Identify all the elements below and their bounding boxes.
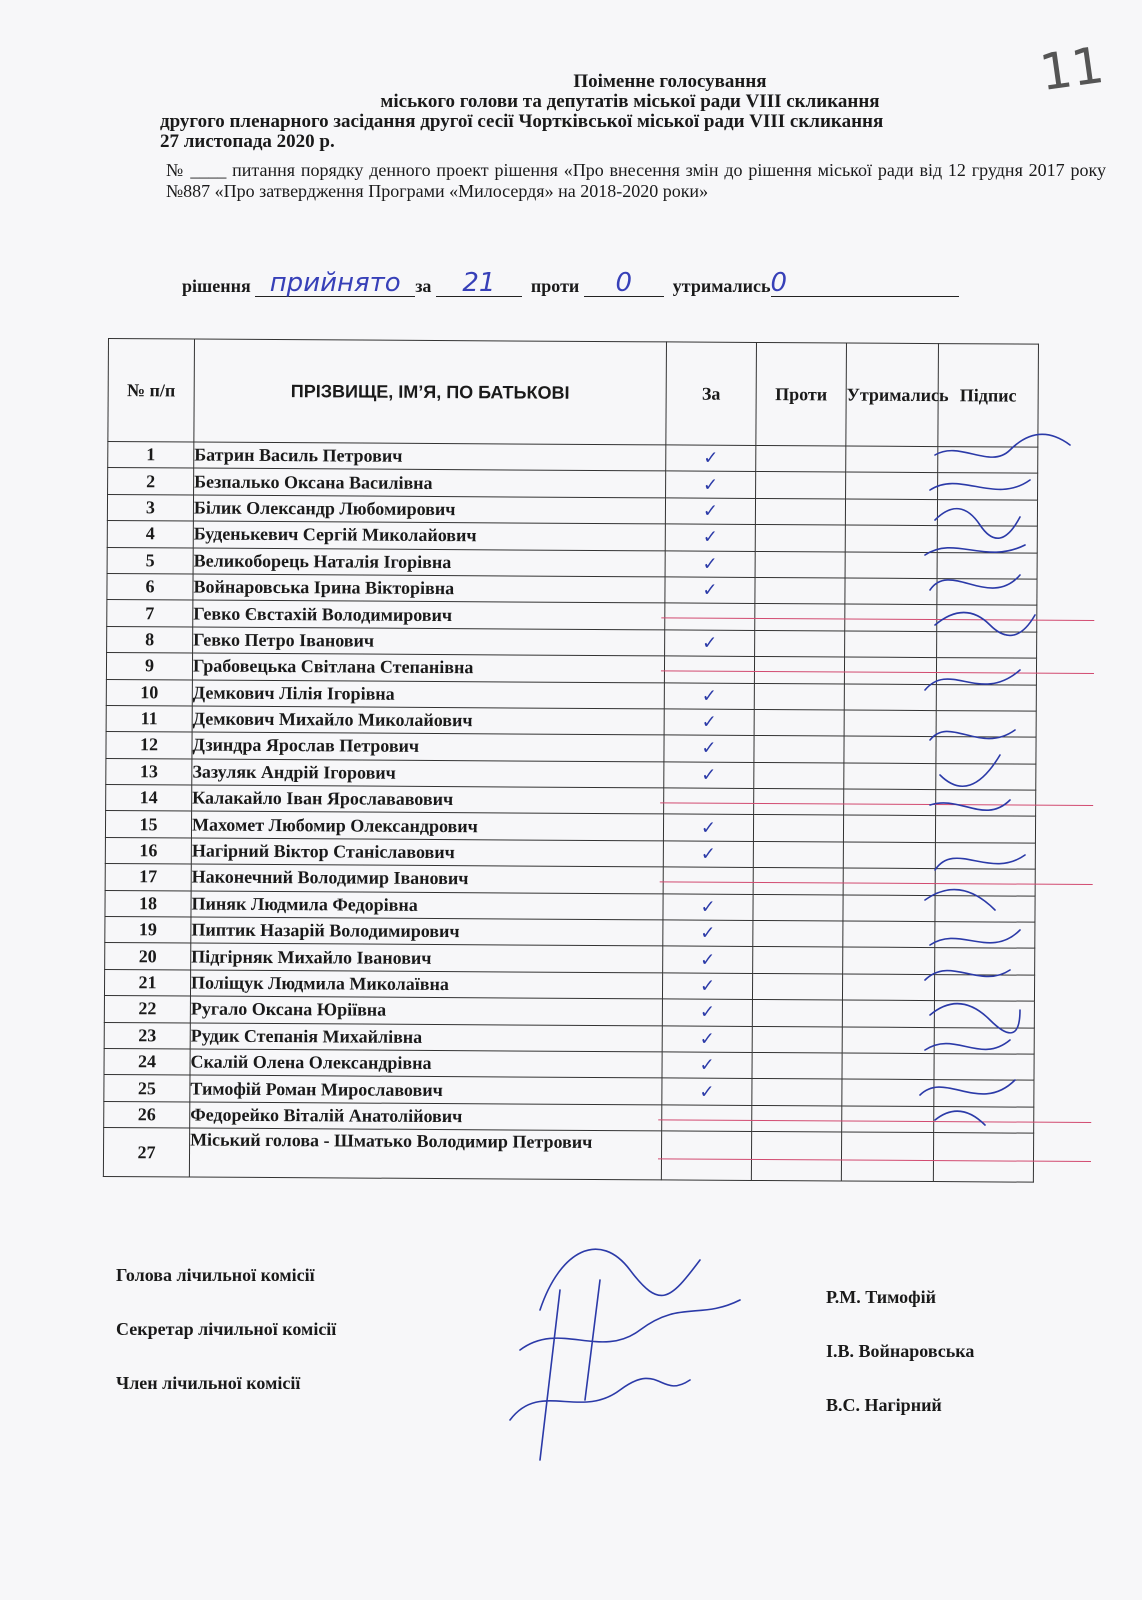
row-vote-against [753, 894, 843, 921]
row-vote-abstain [842, 1106, 934, 1133]
row-signature [934, 1106, 1034, 1133]
row-name: Підгірняк Михайло Іванович [191, 943, 663, 972]
row-name: Демкович Михайло Миколайович [192, 706, 664, 735]
row-vote-for [662, 1105, 752, 1132]
row-name: Грабовецька Світлана Степанівна [192, 653, 664, 682]
row-number: 23 [104, 1022, 190, 1049]
row-number: 1 [108, 442, 194, 469]
row-vote-abstain [842, 1027, 934, 1054]
row-signature [935, 922, 1035, 949]
row-vote-abstain [843, 868, 935, 895]
row-signature [936, 737, 1036, 764]
row-vote-against [752, 1052, 842, 1079]
commission-role: Голова лічильної комісії [116, 1265, 315, 1285]
row-signature [935, 869, 1035, 896]
row-vote-for: ✓ [663, 894, 753, 921]
row-vote-abstain [845, 604, 937, 631]
row-name: Зазуляк Андрій Ігорович [192, 759, 664, 788]
title-line-2: міського голови та депутатів міської ради VIII скликання [380, 91, 880, 112]
row-signature [937, 552, 1037, 579]
commission-role: Секретар лічильної комісії [116, 1319, 337, 1339]
row-number: 19 [105, 917, 191, 944]
row-number: 6 [107, 573, 193, 600]
row-number: 20 [105, 943, 191, 970]
row-number: 13 [106, 758, 192, 785]
row-vote-for: ✓ [662, 1052, 752, 1079]
row-name: Ругало Оксана Юріївна [190, 996, 662, 1025]
row-name: Наконечний Володимир Іванович [191, 864, 663, 893]
row-signature [937, 499, 1037, 526]
row-vote-abstain [842, 974, 934, 1001]
against-count: 0 [584, 270, 664, 297]
row-vote-abstain [845, 525, 937, 552]
row-name: Нагірний Віктор Станіславович [191, 838, 663, 867]
row-number: 5 [107, 547, 193, 574]
row-number: 17 [105, 864, 191, 891]
row-vote-for: ✓ [664, 709, 754, 736]
row-vote-for: ✓ [662, 1078, 752, 1105]
row-number: 3 [107, 494, 193, 521]
row-vote-abstain [842, 1000, 934, 1027]
title-line-3: другого пленарного засідання другої сесії Чортківської міської ради VIII скликання [160, 111, 884, 132]
row-signature [937, 526, 1037, 553]
row-number: 12 [106, 732, 192, 759]
abstain-label: утримались [672, 276, 771, 296]
row-signature [937, 631, 1037, 658]
row-name: Пиптик Назарій Володимирович [191, 917, 663, 946]
row-signature [936, 763, 1036, 790]
row-signature [935, 816, 1035, 843]
row-signature [934, 1001, 1034, 1028]
row-name: Буденькевич Сергій Миколайович [193, 521, 665, 550]
row-vote-abstain [844, 657, 936, 684]
row-vote-against [754, 709, 844, 736]
row-vote-for: ✓ [664, 735, 754, 762]
header-against: Проти [756, 342, 847, 446]
row-vote-against [752, 1105, 842, 1132]
row-signature [937, 605, 1037, 632]
row-name: Махомет Любомир Олександрович [191, 811, 663, 840]
row-vote-for: ✓ [662, 973, 752, 1000]
row-name: Пиняк Людмила Федорівна [191, 891, 663, 920]
row-vote-against [756, 472, 846, 499]
row-number: 27 [103, 1128, 189, 1178]
row-vote-abstain [845, 499, 937, 526]
row-vote-abstain [843, 895, 935, 922]
vote-table [103, 338, 1039, 1183]
against-label: проти [530, 276, 580, 296]
row-number: 26 [104, 1101, 190, 1128]
for-count: 21 [436, 270, 522, 297]
row-name: Безпалько Оксана Василівна [194, 468, 666, 497]
row-number: 21 [104, 969, 190, 996]
row-vote-for [663, 867, 753, 894]
decision-label: рішення [182, 276, 251, 296]
row-vote-abstain [846, 446, 938, 473]
row-vote-against [751, 1132, 841, 1182]
row-name: Дзиндра Ярослав Петрович [192, 732, 664, 761]
row-signature [936, 684, 1036, 711]
row-signature [938, 473, 1038, 500]
row-vote-abstain [841, 1132, 933, 1182]
row-number: 4 [107, 521, 193, 548]
row-signature [936, 710, 1036, 737]
row-name: Великоборець Наталія Ігорівна [193, 548, 665, 577]
table-row [103, 1128, 1033, 1183]
row-name: Федорейко Віталій Анатолійович [190, 1102, 662, 1131]
commission-row [116, 1373, 1016, 1427]
row-signature [934, 974, 1034, 1001]
commission-person: Р.М. Тимофій [826, 1287, 937, 1307]
row-vote-for: ✓ [666, 471, 756, 498]
commission-row [116, 1319, 1016, 1373]
row-name: Білик Олександр Любомирович [193, 495, 665, 524]
row-vote-against [753, 920, 843, 947]
row-vote-against [752, 1026, 842, 1053]
row-vote-against [752, 1079, 842, 1106]
row-signature [936, 658, 1036, 685]
row-vote-abstain [844, 789, 936, 816]
row-name: Гевко Петро Іванович [193, 627, 665, 656]
row-name: Поліщук Людмила Миколаївна [190, 970, 662, 999]
row-vote-against [755, 551, 845, 578]
row-vote-against [755, 604, 845, 631]
header-abstain: Утримались [846, 343, 939, 447]
row-vote-for: ✓ [662, 999, 752, 1026]
row-number: 16 [105, 837, 191, 864]
row-number: 14 [106, 785, 192, 812]
row-name: Батрин Василь Петрович [194, 442, 666, 471]
row-name: Калакайло Іван Ярослававович [192, 785, 664, 814]
header-name: ПРІЗВИЩЕ, ІМ’Я, ПО БАТЬКОВІ [194, 339, 667, 445]
row-vote-against [754, 762, 844, 789]
row-signature [934, 1080, 1034, 1107]
commission-role: Член лічильної комісії [116, 1373, 301, 1393]
row-vote-for: ✓ [663, 841, 753, 868]
row-number: 18 [105, 890, 191, 917]
commission-row [116, 1265, 1016, 1319]
row-vote-against [753, 947, 843, 974]
row-vote-abstain [842, 1079, 934, 1106]
row-vote-for: ✓ [666, 445, 756, 472]
row-number: 25 [104, 1075, 190, 1102]
row-vote-for: ✓ [665, 524, 755, 551]
abstain-count: 0 [771, 270, 959, 297]
row-vote-for [665, 603, 755, 630]
row-signature [933, 1133, 1033, 1183]
row-vote-against [755, 630, 845, 657]
row-vote-abstain [844, 763, 936, 790]
row-vote-against [752, 973, 842, 1000]
agenda-subject: № ____ питання порядку денного проект рішення «Про внесення змін до рішення міської ради від 12 грудня 2017 року №887 «Про затвердження Програми «Милосердя» на 2018-2020 роки» [166, 160, 1106, 201]
header-signature: Підпис [938, 344, 1039, 448]
row-vote-abstain [844, 684, 936, 711]
title-line-1: Поіменне голосування [573, 71, 767, 92]
header-for: За [666, 342, 757, 446]
row-vote-abstain [842, 1053, 934, 1080]
title-line-4: 27 листопада 2020 р. [160, 131, 335, 152]
row-name: Міський голова - Шматько Володимир Петрович [189, 1128, 661, 1180]
row-vote-for: ✓ [662, 1025, 752, 1052]
row-name: Рудик Степанія Михайлівна [190, 1023, 662, 1052]
row-number: 11 [106, 705, 192, 732]
row-vote-for: ✓ [665, 577, 755, 604]
row-vote-abstain [843, 947, 935, 974]
row-name: Войнаровська Ірина Вікторівна [193, 574, 665, 603]
row-number: 10 [106, 679, 192, 706]
row-vote-for: ✓ [663, 814, 753, 841]
row-vote-for: ✓ [665, 550, 755, 577]
row-number: 15 [105, 811, 191, 838]
page-number: 11 [1036, 35, 1108, 103]
row-vote-for: ✓ [664, 762, 754, 789]
row-vote-abstain [844, 710, 936, 737]
row-vote-for: ✓ [663, 946, 753, 973]
row-vote-for [664, 656, 754, 683]
row-vote-against [754, 683, 844, 710]
row-number: 7 [107, 600, 193, 627]
row-name: Демкович Лілія Ігорівна [192, 680, 664, 709]
counting-commission [116, 1265, 1016, 1427]
row-vote-against [756, 445, 846, 472]
row-signature [937, 579, 1037, 606]
row-vote-for: ✓ [665, 630, 755, 657]
row-signature [936, 790, 1036, 817]
row-vote-abstain [843, 815, 935, 842]
row-vote-for: ✓ [664, 682, 754, 709]
row-vote-for [664, 788, 754, 815]
row-vote-for [661, 1131, 751, 1181]
row-signature [934, 1054, 1034, 1081]
row-vote-abstain [845, 552, 937, 579]
row-vote-abstain [844, 736, 936, 763]
row-vote-abstain [843, 842, 935, 869]
row-signature [935, 842, 1035, 869]
row-vote-against [755, 577, 845, 604]
header-number: № п/п [108, 339, 195, 443]
row-signature [935, 895, 1035, 922]
row-signature [938, 447, 1038, 474]
row-vote-against [755, 525, 845, 552]
row-name: Скалій Олена Олександрівна [190, 1049, 662, 1078]
row-vote-against [753, 841, 843, 868]
row-vote-against [755, 498, 845, 525]
row-vote-abstain [846, 472, 938, 499]
commission-person: В.С. Нагірний [826, 1395, 942, 1415]
row-number: 24 [104, 1048, 190, 1075]
decision-line [182, 270, 1062, 297]
row-name: Тимофій Роман Мирославович [190, 1075, 662, 1104]
row-number: 2 [108, 468, 194, 495]
row-vote-against [754, 657, 844, 684]
row-signature [935, 948, 1035, 975]
row-vote-against [754, 789, 844, 816]
row-signature [934, 1027, 1034, 1054]
for-label: за [415, 276, 432, 296]
row-number: 22 [104, 996, 190, 1023]
table-header-row [108, 339, 1039, 448]
row-vote-abstain [843, 921, 935, 948]
row-vote-against [753, 815, 843, 842]
row-vote-abstain [845, 578, 937, 605]
row-number: 8 [107, 626, 193, 653]
row-vote-against [754, 736, 844, 763]
row-vote-against [752, 1000, 842, 1027]
row-vote-against [753, 868, 843, 895]
row-number: 9 [106, 653, 192, 680]
document-title [160, 72, 1100, 152]
row-vote-abstain [845, 631, 937, 658]
row-vote-for: ✓ [665, 498, 755, 525]
commission-person: І.В. Войнаровська [826, 1341, 975, 1361]
row-vote-for: ✓ [663, 920, 753, 947]
decision-result: прийнято [255, 270, 415, 297]
row-name: Гевко Євстахій Володимирович [193, 600, 665, 629]
